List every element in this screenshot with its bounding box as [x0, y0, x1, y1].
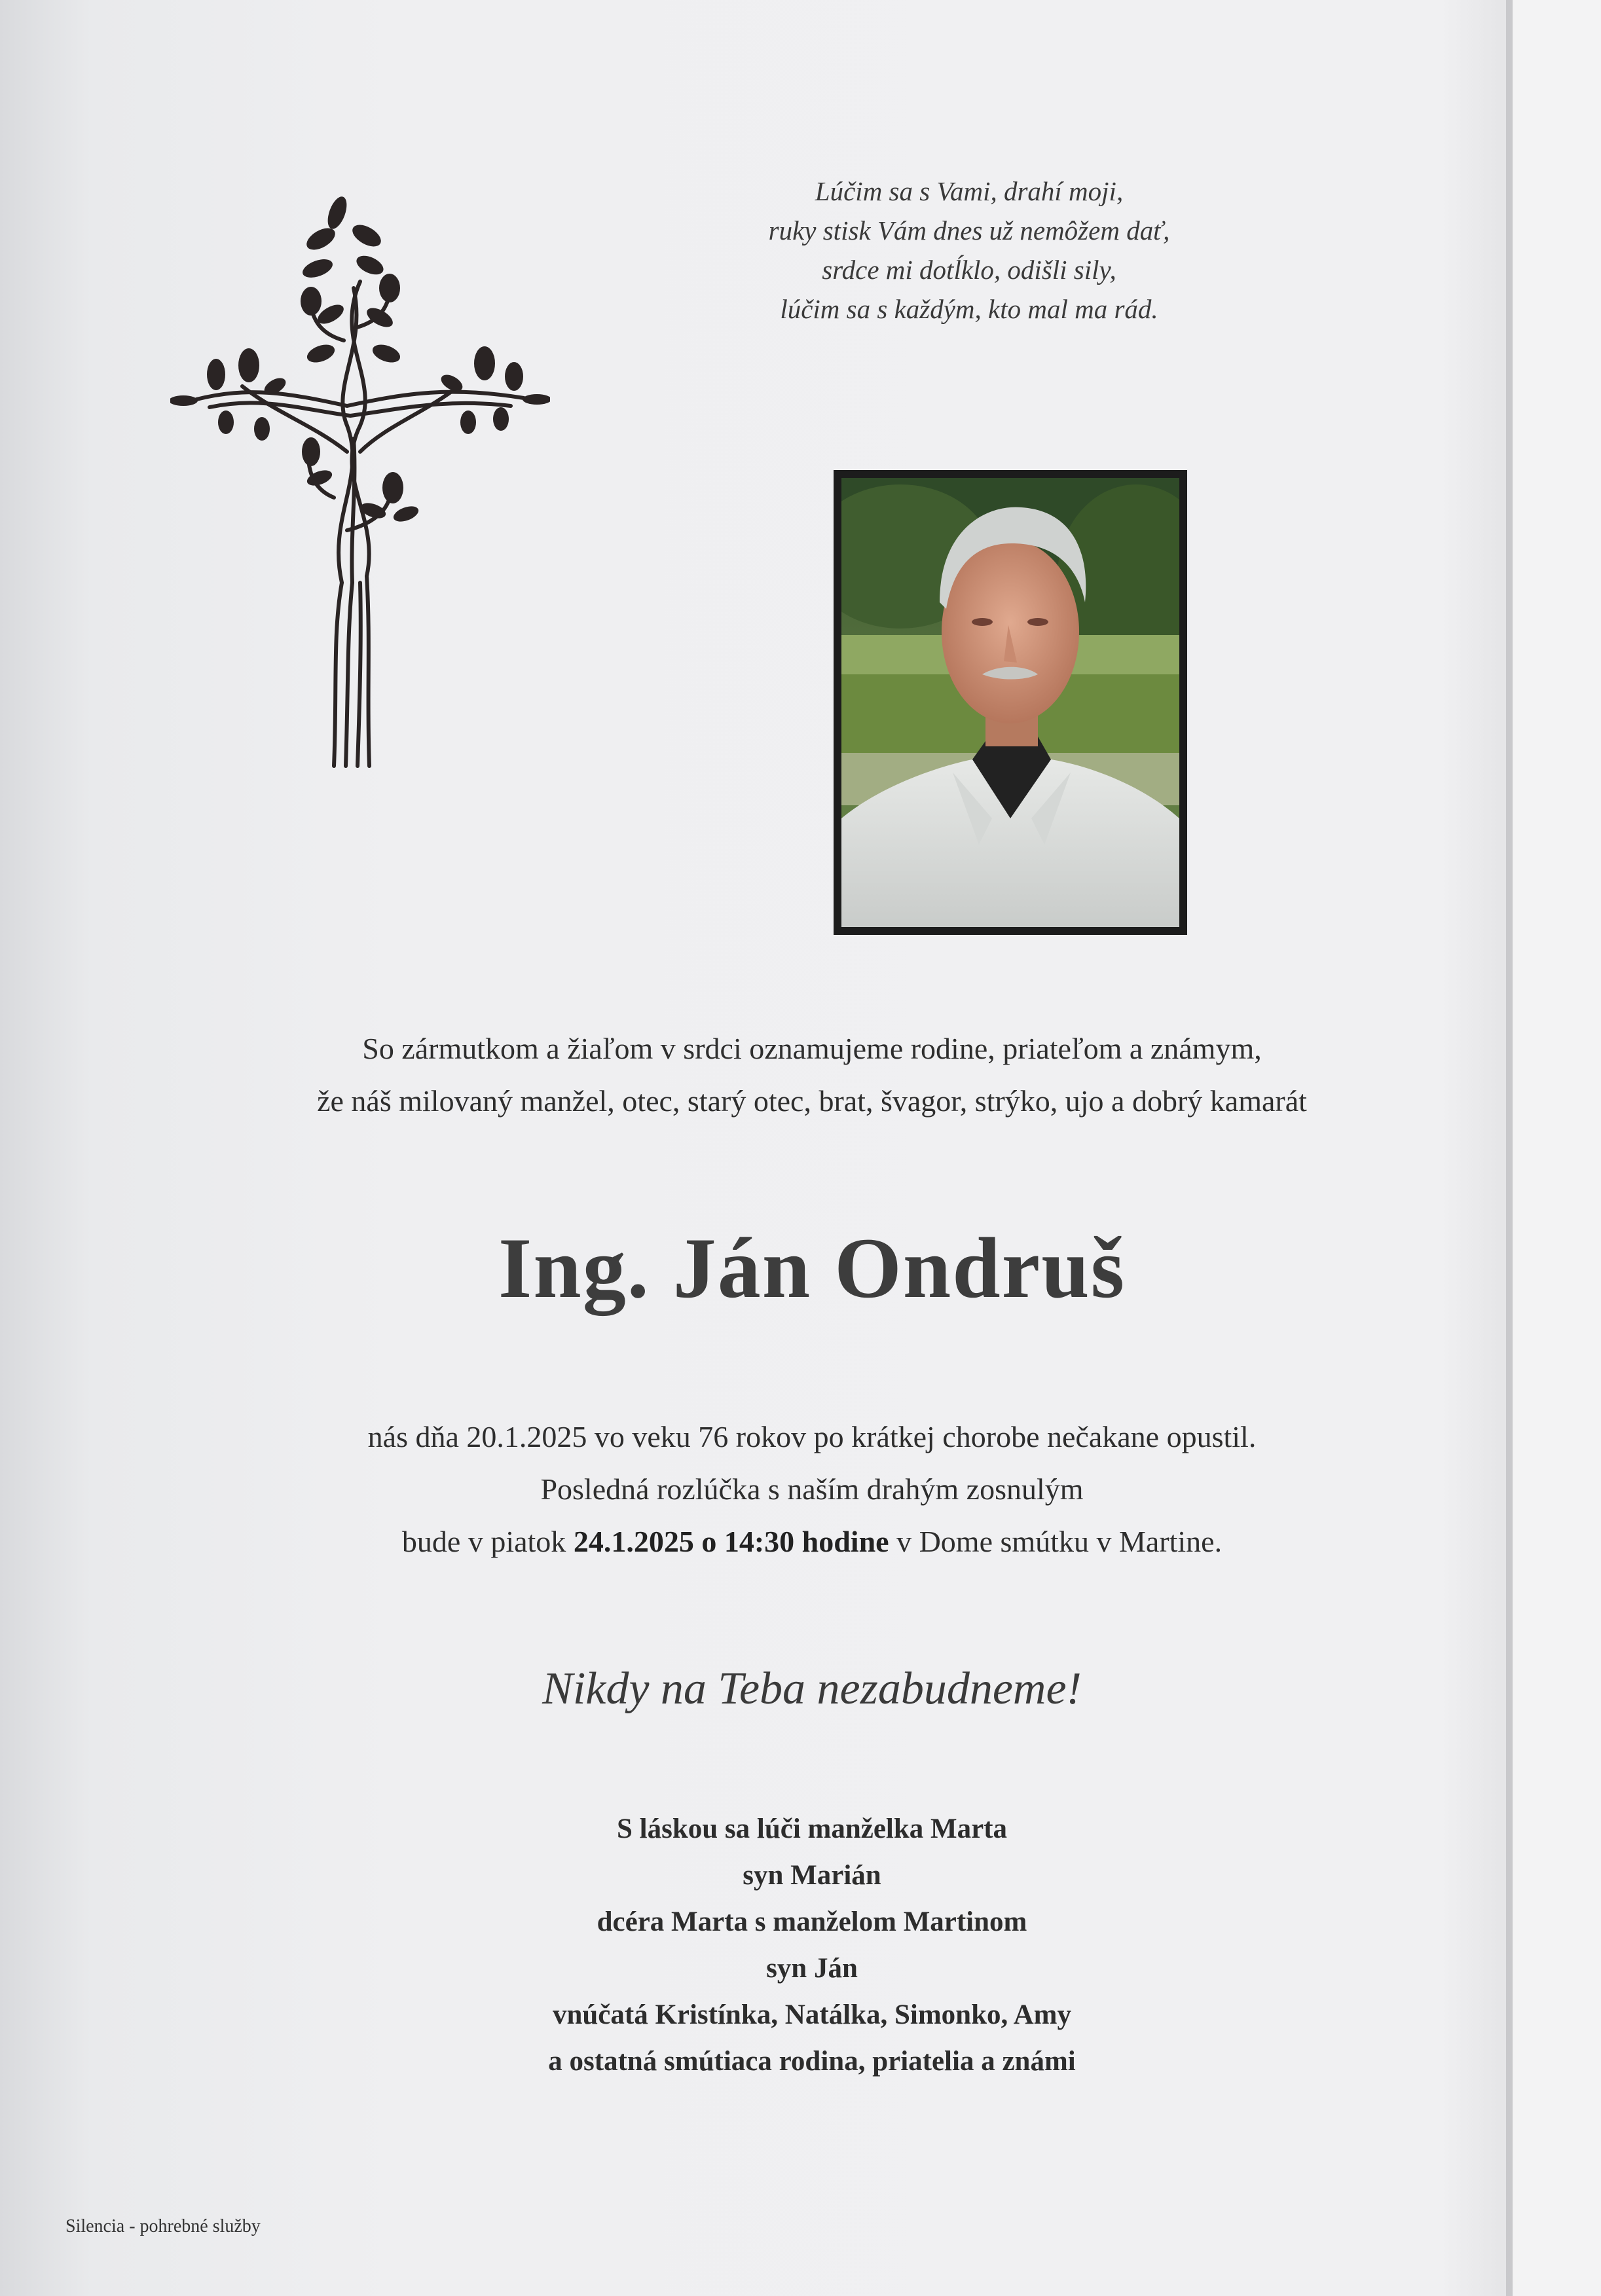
page-margin — [1513, 0, 1601, 2296]
portrait-photo — [841, 478, 1179, 927]
family-line: S láskou sa lúči manželka Marta — [616, 1813, 1008, 1844]
intro-line: že náš milovaný manžel, otec, starý otec, brat, švagor, strýko, ujo a dobrý kamarát — [317, 1084, 1307, 1118]
family-line: vnúčatá Kristínka, Natálka, Simonko, Amy — [552, 1999, 1072, 2030]
ceremony-place: v Dome smútku v Martine. — [889, 1525, 1223, 1558]
ceremony-prefix: bude v piatok — [401, 1525, 574, 1558]
memorial-motto: Nikdy na Teba nezabudneme! — [542, 1664, 1082, 1714]
poem-line: srdce mi dotĺklo, odišli sily, — [822, 255, 1116, 285]
deceased-name: Ing. Ján Ondruš — [498, 1220, 1126, 1316]
poem-line: Lúčim sa s Vami, drahí moji, — [815, 176, 1124, 206]
page-edge — [1506, 0, 1513, 2296]
family-line: dcéra Marta s manželom Martinom — [597, 1906, 1027, 1937]
ceremony-line — [131, 1516, 1493, 1568]
poem-line: ruky stisk Vám dnes už nemôžem dať, — [768, 215, 1170, 246]
funeral-details — [131, 1411, 1493, 1568]
tulip-tree-cross-icon — [170, 190, 550, 779]
farewell-line: Posledná rozlúčka s naším drahým zosnulým — [540, 1472, 1084, 1506]
family-line: syn Ján — [766, 1953, 858, 1984]
farewell-poem — [668, 172, 1270, 329]
poem-line: lúčim sa s každým, kto mal ma rád. — [780, 294, 1158, 324]
ceremony-datetime: 24.1.2025 o 14:30 hodine — [573, 1525, 889, 1558]
portrait-photo-frame — [834, 470, 1187, 935]
family-signatures — [262, 1806, 1362, 2085]
family-line: syn Marián — [743, 1860, 881, 1891]
family-line: a ostatná smútiaca rodina, priatelia a známi — [548, 2046, 1076, 2077]
announcement-intro — [131, 1023, 1493, 1127]
funeral-service-credit: Silencia - pohrebné služby — [65, 2216, 261, 2236]
intro-line: So zármutkom a žiaľom v srdci oznamujeme rodine, priateľom a známym, — [362, 1032, 1262, 1065]
passing-line: nás dňa 20.1.2025 vo veku 76 rokov po krátkej chorobe nečakane opustil. — [367, 1420, 1257, 1453]
